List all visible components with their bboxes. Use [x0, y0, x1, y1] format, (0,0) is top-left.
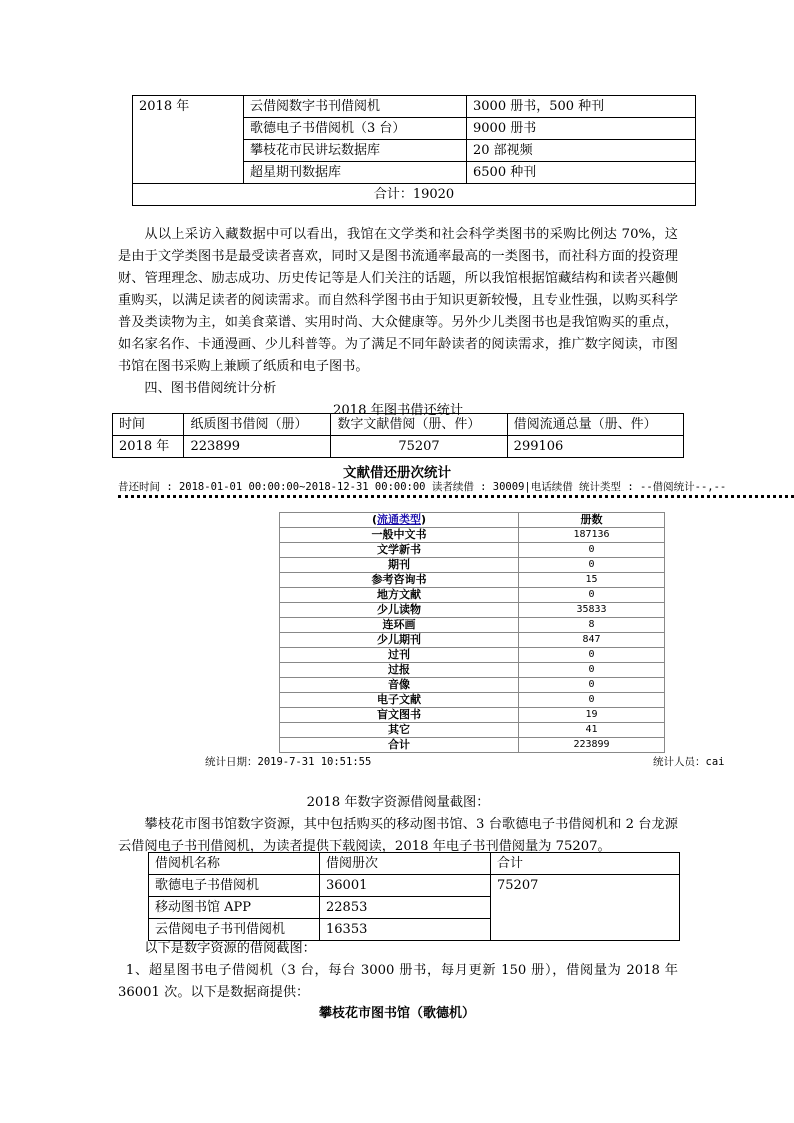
circulation-type: 过刊	[280, 648, 519, 663]
resource-name: 攀枝花市民讲坛数据库	[244, 140, 467, 162]
cell: 2018 年	[113, 436, 184, 458]
table-row	[280, 648, 665, 663]
resource-value: 9000 册书	[467, 118, 696, 140]
circulation-count: 0	[519, 558, 665, 573]
circulation-type-sort-link[interactable]: 流通类型	[377, 513, 421, 526]
header-cell: 纸质图书借阅（册）	[184, 414, 331, 436]
total-cell: 75207	[491, 875, 680, 941]
stat-date: 统计日期：2019-7-31 10:51:55	[205, 756, 372, 768]
circulation-count: 0	[519, 678, 665, 693]
resource-name: 超星期刊数据库	[244, 162, 467, 184]
cell: 云借阅电子书刊借阅机	[149, 919, 320, 941]
circulation-count: 0	[519, 663, 665, 678]
header-cell: (流通类型)	[280, 513, 519, 528]
circulation-count: 0	[519, 588, 665, 603]
table-row	[113, 436, 684, 458]
table-row	[280, 573, 665, 588]
cell: 22853	[320, 897, 491, 919]
circulation-type: 合计	[280, 738, 519, 753]
header-cell: 借阅流通总量（册、件）	[507, 414, 683, 436]
circulation-type: 音像	[280, 678, 519, 693]
circulation-count: 41	[519, 723, 665, 738]
resource-name: 云借阅数字书刊借阅机	[244, 96, 467, 118]
resource-value: 20 部视频	[467, 140, 696, 162]
circulation-type: 期刊	[280, 558, 519, 573]
table-row	[280, 558, 665, 573]
circulation-type: 参考咨询书	[280, 573, 519, 588]
dotted-divider	[118, 495, 794, 501]
header-cell: 借阅机名称	[149, 853, 320, 875]
acquisition-table	[132, 95, 696, 206]
header-cell: 合计	[491, 853, 680, 875]
table-row	[133, 184, 696, 206]
circulation-count: 15	[519, 573, 665, 588]
circulation-count: 19	[519, 708, 665, 723]
circulation-type: 过报	[280, 663, 519, 678]
header-cell: 数字文献借阅（册、件）	[331, 414, 507, 436]
table-row	[280, 693, 665, 708]
paragraph: 攀枝花市图书馆数字资源，其中包括购买的移动图书馆、3 台歌德电子书借阅机和 2 台龙源云借阅电子书刊借阅机，为读者提供下载阅读，2018 年电子书刊借阅量为 75207。	[118, 817, 678, 854]
table-row	[280, 723, 665, 738]
stat-person: 统计人员：cai	[653, 756, 725, 768]
circulation-type: 其它	[280, 723, 519, 738]
circulation-count: 847	[519, 633, 665, 648]
circulation-count: 0	[519, 543, 665, 558]
circulation-count: 8	[519, 618, 665, 633]
circulation-count: 35833	[519, 603, 665, 618]
cell: 16353	[320, 919, 491, 941]
circulation-type: 文学新书	[280, 543, 519, 558]
borrow-table-caption: 2018 年图书借还统计	[332, 403, 464, 418]
report-filter-line: 昔还时间 : 2018-01-01 00:00:00~2018-12-31 00:00:00 读者续借 : 30009|电话续借 统计类型 : --借阅统计--,--	[118, 481, 727, 493]
cell: 36001	[320, 875, 491, 897]
circulation-type: 地方文献	[280, 588, 519, 603]
cell: 299106	[507, 436, 683, 458]
table-row	[280, 738, 665, 753]
circulation-type: 连环画	[280, 618, 519, 633]
table-row	[280, 678, 665, 693]
table-row	[133, 96, 696, 118]
resource-value: 6500 种刊	[467, 162, 696, 184]
cell: 75207	[331, 436, 507, 458]
circulation-type: 一般中文书	[280, 528, 519, 543]
analysis-text	[118, 224, 678, 422]
borrow-stats-table	[112, 413, 684, 458]
cell: 歌德电子书借阅机	[149, 875, 320, 897]
digital-section	[118, 792, 678, 858]
circulation-type: 电子文献	[280, 693, 519, 708]
circulation-type: 盲文图书	[280, 708, 519, 723]
table-row	[280, 663, 665, 678]
header-cell: 时间	[113, 414, 184, 436]
paragraph: 1、超星图书电子借阅机（3 台，每台 3000 册书，每月更新 150 册），借阅量为 2018 年 36001 次。以下是数据商提供：	[118, 963, 678, 1000]
total-cell: 合计：19020	[133, 184, 696, 206]
circulation-count: 0	[519, 693, 665, 708]
table-row	[280, 543, 665, 558]
table-header-row	[113, 414, 684, 436]
table-header-row	[149, 853, 680, 875]
table-row	[280, 633, 665, 648]
circulation-count: 187136	[519, 528, 665, 543]
section-title: 攀枝花市图书馆（歌德机）	[318, 1006, 475, 1021]
circulation-type: 少儿读物	[280, 603, 519, 618]
cell: 223899	[184, 436, 331, 458]
circulation-report-table	[279, 512, 665, 753]
digital-caption: 2018 年数字资源借阅量截图：	[306, 795, 490, 810]
table-row	[280, 603, 665, 618]
circulation-count: 0	[519, 648, 665, 663]
header-cell: 册数	[519, 513, 665, 528]
paragraph: 从以上采访入藏数据中可以看出，我馆在文学类和社会科学类图书的采购比例达 70%，这是由于文学类图书是最受读者喜欢，同时又是图书流通率最高的一类图书，而社科方面的投资理财、管理理念、励志成功、历史传记等是人们关注的话题，所以我馆根据馆藏结构和读者兴趣侧重购买，以满足读者的阅读需求。而自然科学图书由于知识更新较慢，且专业性强，以购买科学普及类读物为主，如美食菜谱、实用时尚、大众健康等。另外少儿类图书也是我馆购买的重点，如名家名作、卡通漫画、少儿科普等。为了满足不同年龄读者的阅读需求，推广数字阅读，市图书馆在图书采购上兼顾了纸质和电子图书。	[118, 227, 678, 374]
table-row	[280, 588, 665, 603]
closing-text	[118, 938, 678, 1004]
table-row	[280, 528, 665, 543]
circulation-count: 223899	[519, 738, 665, 753]
year-cell: 2018 年	[133, 96, 244, 184]
table-row	[280, 708, 665, 723]
report-title: 文献借还册次统计	[343, 465, 451, 481]
resource-value: 3000 册书，500 种刊	[467, 96, 696, 118]
table-row	[149, 875, 680, 897]
paragraph: 以下是数字资源的借阅截图：	[144, 941, 316, 956]
table-row	[280, 618, 665, 633]
cell: 移动图书馆 APP	[149, 897, 320, 919]
section-heading: 四、图书借阅统计分析	[144, 381, 277, 396]
circulation-type: 少儿期刊	[280, 633, 519, 648]
digital-borrow-table	[148, 852, 680, 941]
table-header-row	[280, 513, 665, 528]
resource-name: 歌德电子书借阅机（3 台）	[244, 118, 467, 140]
header-cell: 借阅册次	[320, 853, 491, 875]
